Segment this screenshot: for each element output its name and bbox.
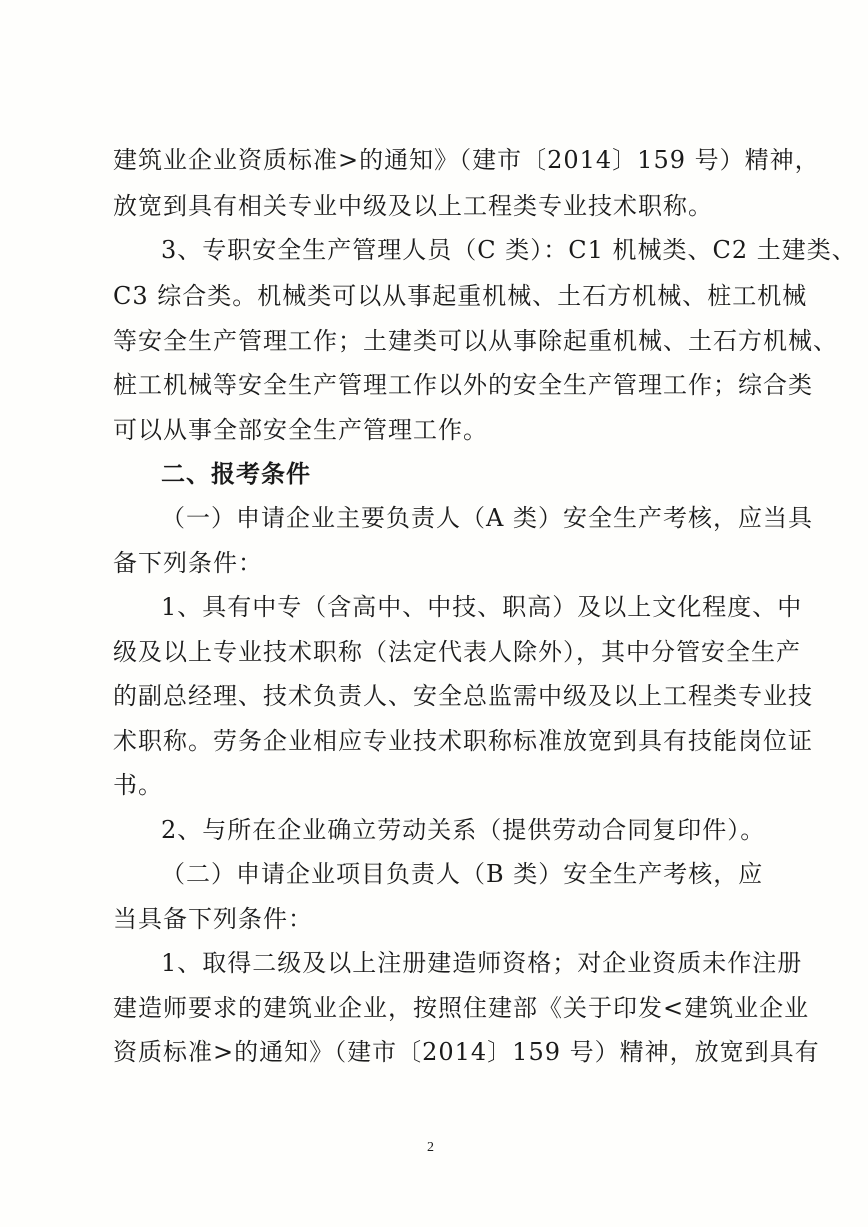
text-line: 等安全生产管理工作；土建类可以从事除起重机械、土石方机械、 xyxy=(113,327,838,355)
text-line: 2、与所在企业确立劳动关系（提供劳动合同复印件）。 xyxy=(161,816,766,844)
text-line: （二）申请企业项目负责人（B 类）安全生产考核，应 xyxy=(161,860,764,888)
text-line: 资质标准>的通知》（建市〔2014〕159 号）精神，放宽到具有 xyxy=(113,1038,820,1066)
text-line: 备下列条件： xyxy=(113,549,263,577)
text-line: （一）申请企业主要负责人（A 类）安全生产考核，应当具 xyxy=(161,504,813,532)
section-heading: 二、报考条件 xyxy=(161,459,311,488)
text-line: 桩工机械等安全生产管理工作以外的安全生产管理工作；综合类 xyxy=(113,371,813,399)
text-line: 建造师要求的建筑业企业，按照住建部《关于印发<建筑业企业 xyxy=(113,994,810,1022)
text-line: 1、取得二级及以上注册建造师资格；对企业资质未作注册 xyxy=(161,949,803,977)
text-line: 级及以上专业技术职称（法定代表人除外），其中分管安全生产 xyxy=(113,638,801,666)
text-line: C3 综合类。机械类可以从事起重机械、土石方机械、桩工机械 xyxy=(113,282,808,310)
text-line: 当具备下列条件： xyxy=(113,905,313,933)
page-number: 2 xyxy=(427,1140,434,1155)
text-line: 1、具有中专（含高中、中技、职高）及以上文化程度、中 xyxy=(161,593,803,621)
text-line: 书。 xyxy=(113,771,163,799)
text-line: 建筑业企业资质标准>的通知》（建市〔2014〕159 号）精神， xyxy=(113,146,820,174)
text-line: 术职称。劳务企业相应专业技术职称标准放宽到具有技能岗位证 xyxy=(113,727,813,755)
text-line: 放宽到具有相关专业中级及以上工程类专业技术职称。 xyxy=(113,192,713,220)
text-line: 3、专职安全生产管理人员（C 类）：C1 机械类、C2 土建类、 xyxy=(161,236,857,264)
text-line: 的副总经理、技术负责人、安全总监需中级及以上工程类专业技 xyxy=(113,682,813,710)
text-line: 可以从事全部安全生产管理工作。 xyxy=(113,416,488,444)
